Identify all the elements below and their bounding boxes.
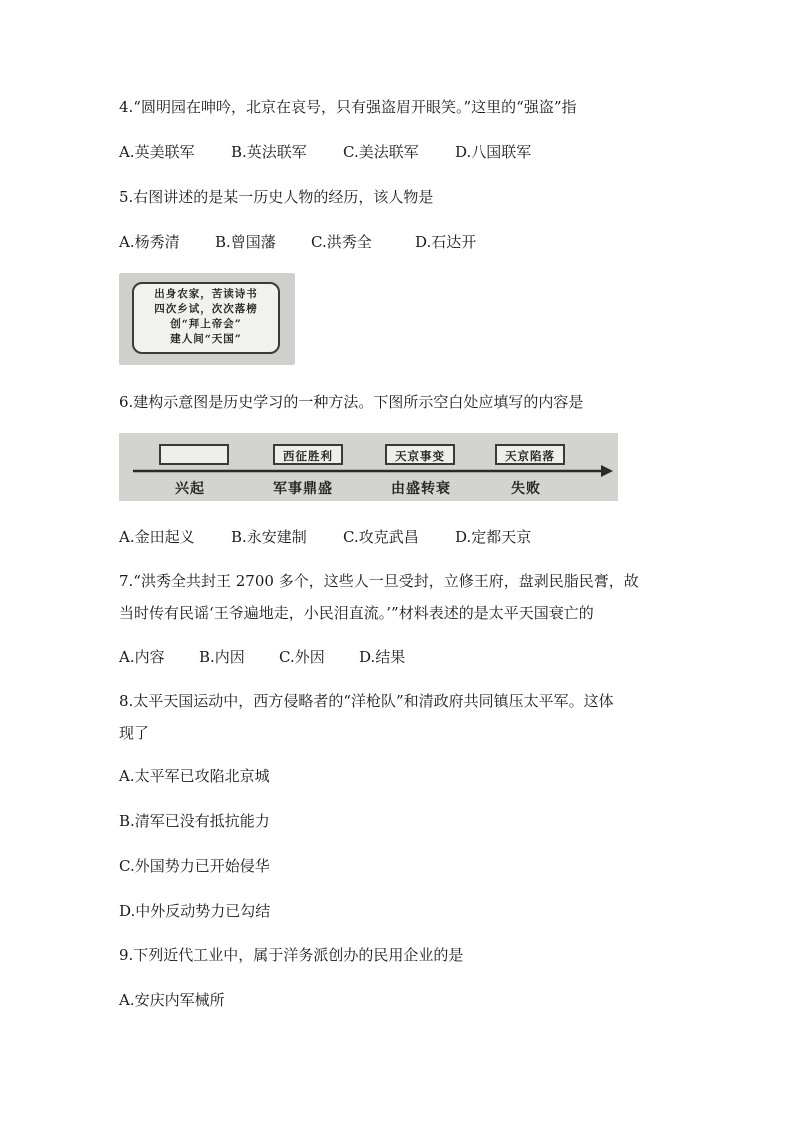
timeline-stage: 军事鼎盛 xyxy=(273,481,333,497)
timeline-box: 天京陷落 xyxy=(495,444,565,465)
figure-timeline xyxy=(119,433,618,501)
option-c: C.洪秀全 xyxy=(311,233,372,251)
note-line: 四次乡试，次次落榜 xyxy=(154,303,258,315)
note-card xyxy=(132,282,280,354)
option-b: B.内因 xyxy=(199,648,245,666)
option-d: D.结果 xyxy=(359,648,406,666)
question-8-stem-line-2: 现了 xyxy=(119,724,150,742)
option-d: D.中外反动势力已勾结 xyxy=(119,902,271,920)
option-d: D.定都天京 xyxy=(455,528,532,546)
option-b: B.永安建制 xyxy=(231,528,307,546)
option-c: C.攻克武昌 xyxy=(343,528,419,546)
option-a: A.安庆内军械所 xyxy=(119,991,225,1009)
question-6-stem: 6.建构示意图是历史学习的一种方法。下图所示空白处应填写的内容是 xyxy=(119,393,584,411)
timeline-stage: 由盛转衰 xyxy=(391,481,451,497)
question-9-stem: 9.下列近代工业中，属于洋务派创办的民用企业的是 xyxy=(119,946,464,964)
option-a: A.太平军已攻陷北京城 xyxy=(119,767,270,785)
option-c: C.外因 xyxy=(279,648,325,666)
note-line: 建人间“天国” xyxy=(170,333,242,345)
note-line: 创“拜上帝会” xyxy=(170,318,242,330)
option-a: A.杨秀清 xyxy=(119,233,180,251)
option-c: C.美法联军 xyxy=(343,143,419,161)
question-5-stem: 5.右图讲述的是某一历史人物的经历，该人物是 xyxy=(119,188,434,206)
figure-note-card xyxy=(119,273,295,365)
timeline-box: 天京事变 xyxy=(385,444,455,465)
option-d: D.八国联军 xyxy=(455,143,532,161)
timeline-blank-box xyxy=(159,444,229,465)
option-b: B.英法联军 xyxy=(231,143,307,161)
question-8-stem-line-1: 8.太平天国运动中，西方侵略者的“洋枪队”和清政府共同镇压太平军。这体 xyxy=(119,692,614,710)
question-7-stem-line-1: 7.“洪秀全共封王 2700 多个，这些人一旦受封，立修王府，盘剥民脂民膏，故 xyxy=(119,572,639,590)
timeline-box: 西征胜利 xyxy=(273,444,343,465)
option-a: A.内容 xyxy=(119,648,165,666)
note-line: 出身农家，苦读诗书 xyxy=(154,288,258,300)
question-4-stem: 4.“圆明园在呻吟，北京在哀号，只有强盗眉开眼笑。”这里的“强盗”指 xyxy=(119,98,577,116)
option-d: D.石达开 xyxy=(415,233,477,251)
option-a: A.英美联军 xyxy=(119,143,195,161)
option-a: A.金田起义 xyxy=(119,528,195,546)
option-b: B.曾国藩 xyxy=(215,233,276,251)
option-c: C.外国势力已开始侵华 xyxy=(119,857,270,875)
timeline-stage: 失败 xyxy=(511,481,541,497)
option-b: B.清军已没有抵抗能力 xyxy=(119,812,270,830)
timeline-stage: 兴起 xyxy=(175,481,205,497)
question-7-stem-line-2: 当时传有民谣‘王爷遍地走，小民泪直流。’”材料表述的是太平天国衰亡的 xyxy=(119,604,594,622)
